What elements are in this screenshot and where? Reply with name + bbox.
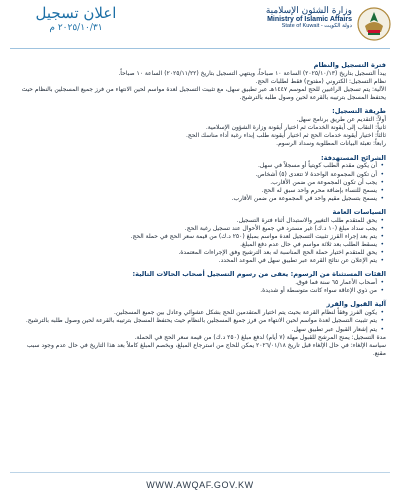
footer-divider [10,472,390,473]
header-divider [10,48,390,49]
list-item: • يكون الفرز وفقاً لنظام القرعة بحيث يتم اختيار المتقدمين للحج بشكل عشوائي وعادل بين جميع المسجلين. [14,309,377,317]
section-title: آلية القبول والفرز [326,300,386,309]
paragraph-line: الآلية: يتم تسجيل الراغبين للحج لموسم ١٤٤٧هـ عبر تطبيق سهل، مع تثبيت التسجيل لعدة مواسم لحين الانتهاء من فرز جميع المسجلين بالنظام حيث يحتفظ المسجل بترتيبه بالقرعة لحين وصول طلبه بالترشيح. [21,86,386,102]
list-item: • أن تكون المجموعة الواحدة لا تتعدى (٥) أشخاص. [14,171,377,179]
section-list [14,217,386,266]
list-item: • أن يكون مقدم الطلب كويتياً أو مسجلاً في سهل. [14,162,377,170]
paragraph-line: ثالثاً: اختيار أيقونة خدمات الحج ثم اختيار أيقونة طلب إبداء رغبة أداء مناسك الحج. [186,132,386,140]
list-item: • يحق للمتقدم طلب التغيير والاستبدال أثناء فترة التسجيل. [14,217,377,225]
ministry-block [212,7,352,30]
section-list [14,279,386,295]
ministry-name-ar: وزارة الشئون الإسلامية [265,6,352,16]
announcement-heading [16,4,136,33]
section-title: فترة التسجيل والنظام [313,61,386,69]
section-title: الشرائح المستهدفة: [320,153,386,162]
ministry-name-en: Ministry of Islamic Affairs [267,16,352,24]
list-item: • يتم تثبيت التسجيل لعدة مواسم لحين الانتهاء من فرز جميع المسجلين بالنظام حيث يحتفظ المسجل بترتيبه بالقرعة لحين وصول طلبه بالترشيح. [14,317,377,325]
paragraph-line: نظام التسجيل: الكتروني (مفتوح) فقط لطلبات الحج. [255,77,386,85]
kuwait-emblem-icon [356,6,392,42]
paragraph-line: ثانياً: النقاب إلى أيقونة الخدمات ثم اختيار أيقونة وزارة الشؤون الإسلامية. [205,124,386,132]
list-item: • يسمح بتسجيل مقيم واحد في المجموعة من ضمن الأقارب. [14,195,377,203]
paragraph-line: مدة التسجيل: يمنح المرشح للقبول مهلة (٧ أيام) لدفع مبلغ (٢٥٠ د.ك) من قيمة سعر الحج في الحملة. [134,333,386,341]
section-title: السياسات العامة [332,207,386,216]
announcement-body [14,56,386,358]
list-item: • يتم الإعلان عن نتائج القرعة عبر تطبيق سهل في الموعد المحدد. [14,257,377,265]
paragraph-line: سياسة الإلغاء: في حال الإلغاء قبل تاريخ ٢٠٢٦/٠١/١٨ يمكن للحاج من استرجاع المبلغ، وبخصم المبلغ كاملاً بعد هذا التاريخ في حال عدم وجود سبب مقنع. [26,341,386,357]
list-item: • أصحاب الأعمار ٦٥ سنة فما فوق. [14,279,377,287]
section-title: الفئات المستثناة من الرسوم: يعفى من رسوم التسجيل أصحاب الحالات التالية: [132,270,386,279]
announcement-title: اعلان تسجيل [35,4,117,22]
section-list [14,162,386,202]
list-item: • يسمح للنساء بإضافة محرم واحد سبق له الحج. [14,187,377,195]
paragraph-line: أولاً: التقديم عن طريق برنامج سهل. [296,116,386,124]
list-item: • يتم بعد إجراء القرز تثبيت التسجيل لعدة مواسم بمبلغ (٢٥٠ د.ك) من قيمة سعر الحج في حملة الحج. [14,233,377,241]
list-item: • يجب سداد مبلغ (١٠ د.ك) غير مسترد في جميع الأحوال عند تسجيل رغبة الحج. [14,225,377,233]
section-list [14,309,386,333]
list-item: • يجب أن تكون المجموعة من ضمن الأقارب. [14,179,377,187]
letterhead [0,0,400,52]
paragraph-line: رابعاً: تعبئة البيانات المطلوبة وسداد الرسوم. [276,140,386,148]
paragraph-line: يبدأ التسجيل بتاريخ (٢٠٢٥/١٠/١٣) الساعة ١٠ صباحاً، وينتهي التسجيل بتاريخ (٢٠٢٥/١١/٢٢) الساعة ١٠ صباحاً. [118,69,386,77]
list-item: • يحق للمتقدم اختيار حملة الحج المناسبة له بعد الترشيح وفق الإجراءات المعتمدة. [14,249,377,257]
list-item: • من ذوي الإعاقة سواء كانت متوسطة أو شديدة. [14,287,377,295]
list-item: • يتم إشعار القبول عبر تطبيق سهل. [14,326,377,334]
list-item: • يسقط الطلب بعد ثلاثة مواسم في حال عدم دفع المبلغ. [14,241,377,249]
announcement-date: ٢٠٢٥/١٠/٣١ م [49,23,103,33]
state-name: State of Kuwait - دولة الكويت [281,22,352,29]
website-url[interactable]: WWW.AWQAF.GOV.KW [146,480,254,490]
section-title: طريقة التسجيل: [332,107,386,116]
